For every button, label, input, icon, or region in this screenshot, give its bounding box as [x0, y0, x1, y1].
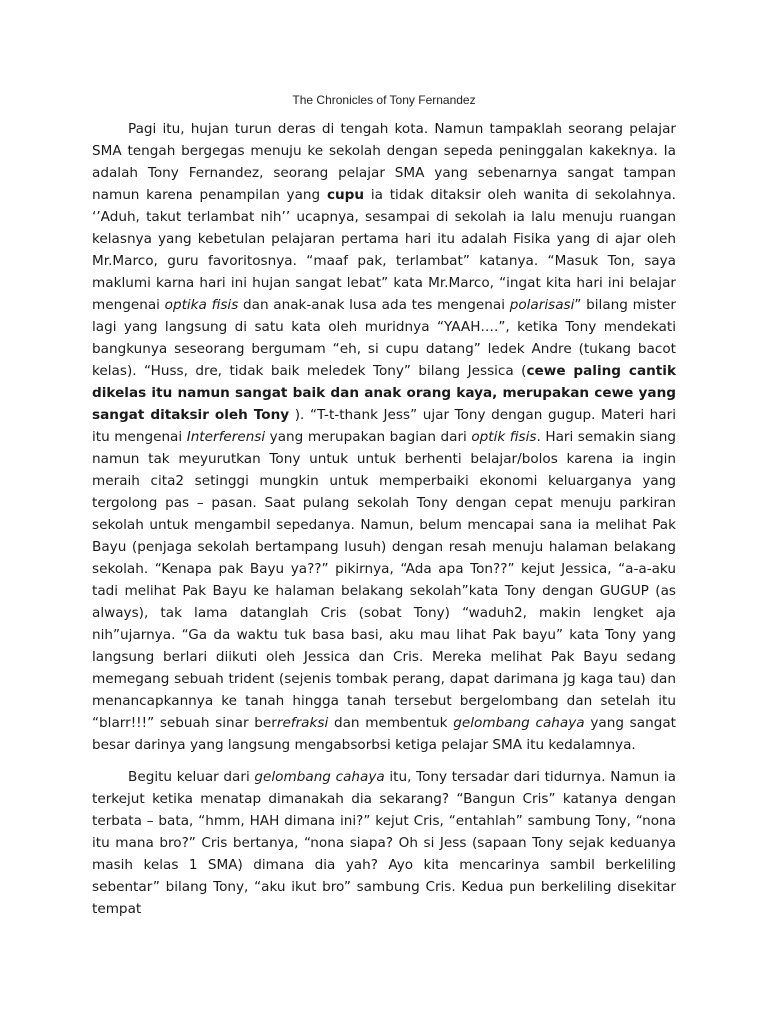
text-segment: dan anak-anak lusa ada tes mengenai	[238, 297, 510, 313]
text-segment: yang sangat besar darinya yang langsung mengabsorbsi ketiga pelajar SMA itu kedalamnya.	[92, 715, 676, 753]
text-segment: Pagi itu, hujan turun deras di tengah kota. Namun tampaklah seorang pelajar SMA tengah bergegas menuju ke sekolah dengan sepeda peninggalan kakeknya. Ia adalah Tony Fernandez, seorang pelajar SMA yang sebenarnya sangat tampan namun karena penampilan yang	[92, 121, 676, 203]
text-segment: ia tidak ditaksir oleh wanita di sekolahnya. ‘’Aduh, takut terlambat nih’’ ucapnya, sesampai di sekolah ia lalu menuju ruangan kelasnya yang kebetulan pelajaran pertama hari itu adalah Fisika yang di ajar oleh Mr.Marco, guru favoritosnya. “maaf pak, terlambat” katanya. “Masuk Ton, saya maklumi karna hari ini hujan sangat lebat” kata Mr.Marco, “ingat kita hari ini belajar mengenai	[92, 187, 676, 313]
document-body	[92, 118, 676, 920]
italic-text: optika fisis	[164, 297, 239, 313]
paragraph	[92, 118, 676, 756]
italic-text: optik fisis	[471, 429, 537, 445]
text-segment: itu, Tony tersadar dari tidurnya. Namun ia terkejut ketika menatap dimanakah dia sekarang? “Bangun Cris” katanya dengan terbata – bata, “hmm, HAH dimana ini?” kejut Cris, “entahlah” sambung Tony, “nona itu mana bro?” Cris bertanya, “nona siapa? Oh si Jess (sapaan Tony sejak keduanya masih kelas 1 SMA) dimana dia yah? Ayo kita mencarinya sambil berkeliling sebentar” bilang Tony, “aku ikut bro” sambung Cris. Kedua pun berkeliling disekitar tempat	[92, 769, 677, 917]
italic-text: gelombang cahaya	[453, 715, 585, 731]
italic-text: refraksi	[276, 715, 329, 731]
italic-text: Interferensi	[186, 429, 266, 445]
paragraph	[92, 766, 676, 920]
bold-text: cupu	[326, 187, 365, 203]
text-segment: ” bilang mister lagi yang langsung di satu kata oleh muridnya “YAAH….”, ketika Tony mendekati bangkunya seseorang bergumam “eh, si cupu datang” ledek Andre (tukang bacot kelas). “Huss, dre, tidak baik meledek Tony” bilang Jessica (	[92, 297, 676, 379]
text-segment: yang merupakan bagian dari	[265, 429, 472, 445]
italic-text: gelombang cahaya	[254, 769, 385, 785]
text-segment: Begitu keluar dari	[128, 769, 255, 785]
italic-text: polarisasi	[509, 297, 575, 313]
bold-text: cewe paling cantik dikelas itu namun sangat baik dan anak orang kaya, merupakan cewe yang sangat ditaksir oleh Tony	[92, 363, 676, 423]
document-title: The Chronicles of Tony Fernandez	[292, 93, 476, 107]
text-segment: . Hari semakin siang namun tak meyurutkan Tony untuk untuk berhenti belajar/bolos karena ia ingin meraih cita2 setinggi mungkin untuk memperbaiki ekonomi keluarganya yang tergolong pas – pasan. Saat pulang sekolah Tony dengan cepat menuju parkiran sekolah untuk mengambil sepedanya. Namun, belum mencapai sana ia melihat Pak Bayu (penjaga sekolah bertampang lusuh) dengan resah menuju halaman belakang sekolah. “Kenapa pak Bayu ya??” pikirnya, “Ada apa Ton??” kejut Jessica, “a-a-aku tadi melihat Pak Bayu ke halaman belakang sekolah”kata Tony dengan GUGUP (as always), tak lama datanglah Cris (sobat Tony) “waduh2, makin lengket aja nih”ujarnya. “Ga da waktu tuk basa basi, aku mau lihat Pak bayu” kata Tony yang langsung berlari diikuti oleh Jessica dan Cris. Mereka melihat Pak Bayu sedang memegang sebuah trident (sejenis tombak perang, dapat darimana jg kaga tau) dan menancapkannya ke tanah hingga tanah tersebut bergelombang dan setelah itu “blarr!!!” sebuah sinar ber	[92, 429, 677, 731]
text-segment: ). “T-t-thank Jess” ujar Tony dengan gugup. Materi hari itu mengenai	[92, 407, 676, 445]
text-segment: dan membentuk	[328, 715, 454, 731]
